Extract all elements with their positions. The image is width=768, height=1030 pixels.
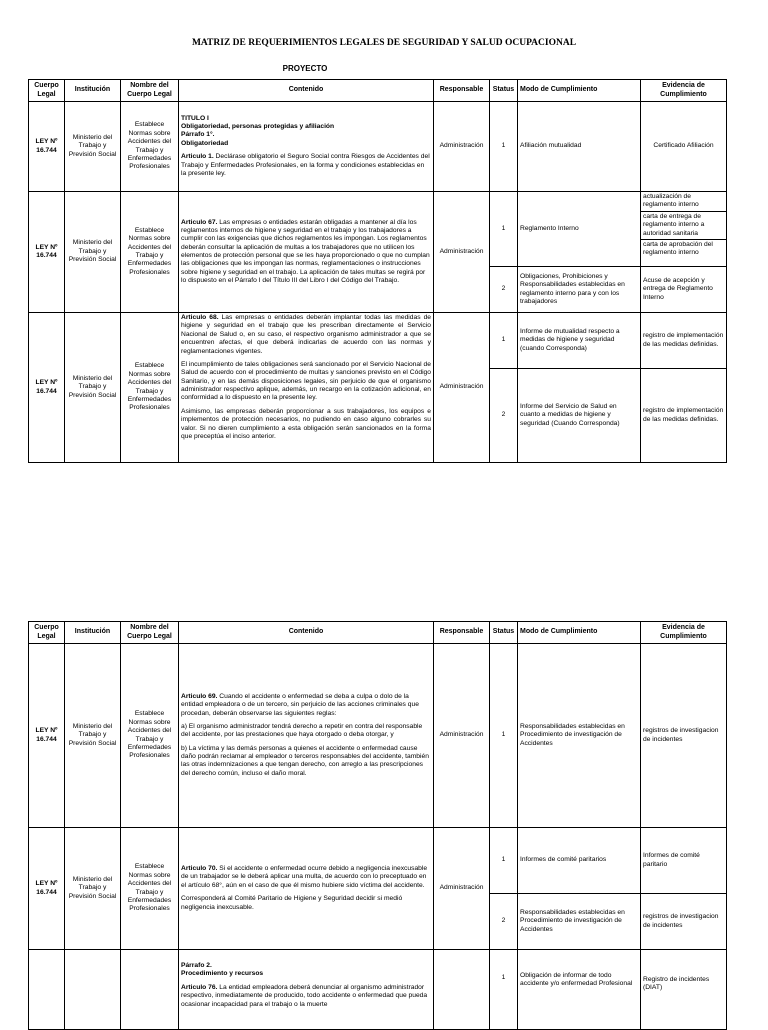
institucion-cell — [65, 950, 121, 1030]
evidencia-item: actualización de reglamento interno — [641, 192, 726, 212]
header-contenido: Contenido — [179, 80, 434, 102]
evidencia-cell: registro de implementación de las medidas definidas. — [641, 313, 727, 369]
cuerpo-legal-cell — [29, 950, 65, 1030]
table-row — [29, 950, 727, 1030]
table-row — [29, 192, 727, 267]
cuerpo-legal-cell: LEY Nº 16.744 — [29, 828, 65, 950]
document-title: MATRIZ DE REQUERIMIENTOS LEGALES DE SEGURIDAD Y SALUD OCUPACIONAL — [191, 38, 577, 48]
status-cell: 2 — [490, 267, 518, 313]
articulo-text: Si el accidente o enfermedad ocurre debido a negligencia inexcusable de un trabajador se le deberá aplicar una multa, de acuerdo con lo preceptuado en el artículo 68°, aún en el caso de que él mismo hubiere sido víctima del accidente. — [181, 865, 428, 889]
header-cuerpo-legal: Cuerpo Legal — [29, 80, 65, 102]
table-header-row — [29, 80, 727, 102]
articulo-text: Cuando el accidente o enfermedad se deba a culpa o dolo de la entidad empleadora o de un tercero, sin perjuicio de las acciones criminales que procedan, deberán observarse las siguientes reglas: — [181, 692, 419, 717]
articulo-label: Articulo 69. — [181, 692, 218, 700]
parrafo-heading: Párrafo 1°. — [181, 131, 215, 139]
parrafo-name: Procedimiento y recursos — [181, 970, 264, 978]
responsable-cell: Administración — [434, 644, 490, 828]
table-row — [29, 313, 727, 369]
header-nombre: Nombre del Cuerpo Legal — [121, 80, 179, 102]
articulo-label: Articulo 76. — [181, 983, 218, 991]
articulo-text: Las empresas o entidades estarán obligadas a mantener al día los reglamentos internos de higiene y seguridad en el trabajo y los trabajadores a cumplir con las exigencias que dichos reglamentos les impongan. Los reglamentos deberán consultar la aplicación de multas a los trabajadores que no utilicen los elementos de protección personal que se les haya proporcionado o que no cumplan las obligaciones que les impongan las normas, reglamentaciones o instrucciones sobre higiene y seguridad en el trabajo. La aplicación de tales multas se regirá por lo dispuesto en el Párrafo I del Título III del Libro I del Código del Trabajo. — [181, 218, 430, 285]
contenido-cell — [179, 828, 434, 950]
document-subtitle: PROYECTO — [282, 64, 328, 73]
institucion-cell: Ministerio del Trabajo y Previsión Social — [65, 644, 121, 828]
articulo-text: Declárase obligatorio el Seguro Social contra Riesgos de Accidentes del Trabajo y Enfermedades Profesionales, en la forma y condiciones establecidas en la presente ley. — [181, 153, 430, 177]
cuerpo-legal-cell: LEY Nº 16.744 — [29, 192, 65, 313]
header-cuerpo-legal: Cuerpo Legal — [29, 622, 65, 644]
responsable-cell: Administración — [434, 828, 490, 950]
evidencia-item: carta de aprobación del reglamento interno — [643, 240, 713, 257]
status-cell: 2 — [490, 369, 518, 463]
nombre-cell: Establece Normas sobre Accidentes del Trabajo y Enfermedades Profesionales — [121, 192, 179, 313]
header-responsable: Responsable — [434, 80, 490, 102]
header-contenido: Contenido — [179, 622, 434, 644]
modo-cell: Informe del Servicio de Salud en cuanto a medidas de higiene y seguridad (Cuando Corresponda) — [518, 369, 641, 463]
status-cell: 1 — [490, 644, 518, 828]
articulo-label: Articulo 70. — [181, 865, 218, 873]
header-evidencia: Evidencia de Cumplimiento — [641, 622, 727, 644]
nombre-cell: Establece Normas sobre Accidentes del Trabajo y Enfermedades Profesionales — [121, 313, 179, 463]
requirements-table-1 — [28, 79, 727, 463]
table-row — [29, 102, 727, 192]
header-evidencia: Evidencia de Cumplimiento — [641, 80, 727, 102]
articulo-paragraph: Corresponderá al Comité Paritario de Higiene y Seguridad decidir si medió negligencia inexcusable. — [181, 895, 403, 911]
table-header-row — [29, 622, 727, 644]
articulo-paragraph: b) La víctima y las demás personas a quienes el accidente o enfermedad cause daño podrán reclamar al empleador o terceros responsables del accidente, también las otras indemnizaciones a que tengan derecho, con arreglo a las prescripciones del derecho común, incluso el daño moral. — [181, 744, 429, 777]
evidencia-cell: Registro de incidentes (DIAT) — [641, 950, 727, 1030]
evidencia-cell: Certificado Afiliación — [641, 102, 727, 192]
articulo-label: Articulo 1. — [181, 153, 214, 161]
nombre-cell: Establece Normas sobre Accidentes del Trabajo y Enfermedades Profesionales — [121, 644, 179, 828]
contenido-cell — [179, 950, 434, 1030]
cuerpo-legal-cell: LEY Nº 16.744 — [29, 644, 65, 828]
evidencia-cell: Acuse de acepción y entrega de Reglamento Interno — [641, 267, 727, 313]
articulo-paragraph: Asimismo, las empresas deberán proporcionar a sus trabajadores, los equipos e implementos de protección necesarios, no pudiendo en caso alguno cobrarles su valor. Si no dieren cumplimiento a esta obligación serán sancionados en la forma que preceptúa el inciso anterior. — [181, 407, 431, 440]
responsable-cell: Administración — [434, 313, 490, 463]
responsable-cell — [434, 950, 490, 1030]
evidencia-item: carta de entrega de reglamento interno a autoridad sanitaria — [641, 212, 726, 240]
articulo-text: Las empresas o entidades deberán implantar todas las medidas de higiene y seguridad en el trabajo que les prescriban directamente el Servicio Nacional de Salud o, en su caso, el respectivo organismo administrador a que se encuentren afectas, el que deberá indicarlas de acuerdo con las normas y reglamentaciones vigentes. — [181, 314, 431, 355]
nombre-cell — [121, 950, 179, 1030]
articulo-paragraph: a) El organismo administrador tendrá derecho a repetir en contra del responsable del accidente, por las prestaciones que haya otorgado o deba otorgar, y — [181, 722, 423, 739]
contenido-cell — [179, 102, 434, 192]
status-cell: 1 — [490, 828, 518, 894]
evidencia-cell: registro de implementación de las medidas definidas. — [641, 369, 727, 463]
requirements-table-2 — [28, 621, 727, 1030]
modo-cell: Reglamento Interno — [518, 192, 641, 267]
articulo-paragraph: El incumplimiento de tales obligaciones será sancionado por el Servicio Nacional de Salud de acuerdo con el procedimiento de multas y sanciones previsto en el Código Sanitario, y en las demás disposiciones legales, sin perjuicio de que el organismo administrador respectivo aplique, además, un recargo en la cotización adicional, en conformidad a lo dispuesto en la presente ley. — [181, 360, 431, 402]
header-modo: Modo de Cumplimiento — [518, 80, 641, 102]
articulo-label: Articulo 68. — [181, 314, 219, 321]
modo-cell: Obligaciones, Prohibiciones y Responsabilidades establecidas en reglamento interno para y con los trabajadores — [518, 267, 641, 313]
header-responsable: Responsable — [434, 622, 490, 644]
status-cell: 1 — [490, 102, 518, 192]
evidencia-cell: registros de investigacion de incidentes — [641, 644, 727, 828]
evidencia-cell — [641, 192, 727, 267]
contenido-cell — [179, 644, 434, 828]
modo-cell: Informe de mutualidad respecto a medidas de higiene y seguridad (cuando Corresponda) — [518, 313, 641, 369]
header-nombre: Nombre del Cuerpo Legal — [121, 622, 179, 644]
articulo-text: La entidad empleadora deberá denunciar al organismo administrador respectivo, inmediatamente de producido, todo accidente o enfermedad que pueda ocasionar incapacidad para el trabajo o la muerte — [181, 983, 428, 1008]
status-cell: 2 — [490, 894, 518, 950]
header-modo: Modo de Cumplimiento — [518, 622, 641, 644]
header-status: Status — [490, 80, 518, 102]
responsable-cell: Administración — [434, 192, 490, 313]
nombre-cell: Establece Normas sobre Accidentes del Trabajo y Enfermedades Profesionales — [121, 102, 179, 192]
contenido-cell — [179, 192, 434, 313]
titulo-subheading: Obligatoriedad, personas protegidas y afiliación — [181, 123, 335, 131]
cuerpo-legal-cell: LEY Nº 16.744 — [29, 313, 65, 463]
institucion-cell: Ministerio del Trabajo y Previsión Social — [65, 192, 121, 313]
modo-cell: Obligación de informar de todo accidente y/o enfermedad Profesional — [518, 950, 641, 1030]
status-cell: 1 — [490, 192, 518, 267]
titulo-heading: TITULO I — [181, 114, 209, 122]
status-cell: 1 — [490, 313, 518, 369]
parrafo-heading: Párrafo 2. — [181, 962, 212, 969]
status-cell: 1 — [490, 950, 518, 1030]
header-institucion: Institución — [65, 80, 121, 102]
header-institucion: Institución — [65, 622, 121, 644]
evidencia-cell: Informes de comité paritario — [641, 828, 727, 894]
nombre-cell: Establece Normas sobre Accidentes del Trabajo y Enfermedades Profesionales — [121, 828, 179, 950]
modo-cell: Informes de comité paritarios — [518, 828, 641, 894]
parrafo-name: Obligatoriedad — [181, 139, 229, 147]
contenido-cell — [179, 313, 434, 463]
institucion-cell: Ministerio del Trabajo y Previsión Social — [65, 313, 121, 463]
institucion-cell: Ministerio del Trabajo y Previsión Social — [65, 828, 121, 950]
header-status: Status — [490, 622, 518, 644]
articulo-label: Articulo 67. — [181, 218, 218, 226]
modo-cell: Responsabilidades establecidas en Procedimiento de investigación de Accidentes — [518, 644, 641, 828]
table-row — [29, 828, 727, 894]
institucion-cell: Ministerio del Trabajo y Previsión Social — [65, 102, 121, 192]
cuerpo-legal-cell: LEY Nº 16.744 — [29, 102, 65, 192]
modo-cell: Afiliación mutualidad — [518, 102, 641, 192]
table-row — [29, 644, 727, 828]
responsable-cell: Administración — [434, 102, 490, 192]
evidencia-cell: registros de investigacion de incidentes — [641, 894, 727, 950]
modo-cell: Responsabilidades establecidas en Procedimiento de investigación de Accidentes — [518, 894, 641, 950]
